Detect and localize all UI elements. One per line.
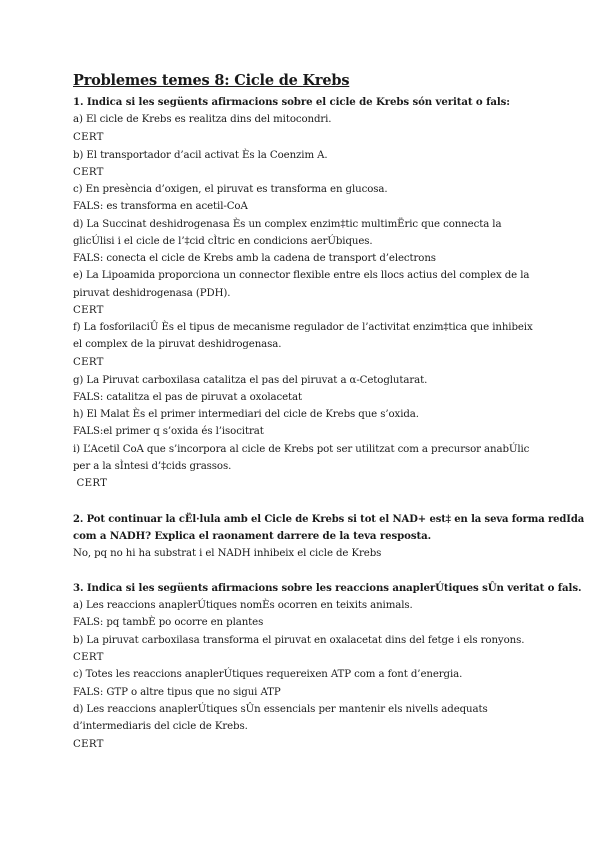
question-2-line1: 2. Pot continuar la cËl·lula amb el Cicle de Krebs si tot el NAD+ est‡ en la seva forma redIda — [73, 514, 585, 525]
answer-1c: FALS: es transforma en acetil-CoA — [73, 201, 248, 212]
statement-1e-line2: piruvat deshidrogenasa (PDH). — [73, 288, 231, 299]
answer-1e: CERT — [73, 305, 104, 316]
question-2-line2: com a NADH? Explica el raonament darrere de la teva resposta. — [73, 530, 432, 542]
answer-1i: CERT — [73, 478, 108, 489]
answer-2: No, pq no hi ha substrat i el NADH inhibeix el cicle de Krebs — [73, 548, 382, 559]
answer-1d: FALS: conecta el cicle de Krebs amb la cadena de transport d’electrons — [73, 253, 436, 264]
question-1-heading: 1. Indica si les següents afirmacions sobre el cicle de Krebs són veritat o fals: — [73, 96, 510, 108]
statement-1i-line2: per a la sÌntesi d’‡cids grassos. — [73, 461, 232, 472]
answer-3a: FALS: pq tambÈ po ocorre en plantes — [73, 617, 264, 628]
statement-1d-line2: glicÚlisi i el cicle de l’‡cid cÌtric en condicions aerÚbiques. — [73, 236, 373, 247]
answer-3d: CERT — [73, 739, 104, 750]
statement-1b: b) El transportador d’acil activat Ès la Coenzim A. — [73, 150, 328, 161]
answer-3c: FALS: GTP o altre tipus que no sigui ATP — [73, 687, 281, 698]
question-3-heading: 3. Indica si les següents afirmacions sobre les reaccions anaplerÚtiques sÛn veritat o fals. — [73, 582, 582, 594]
answer-1h: FALS:el primer q s’oxida és l’isocitrat — [73, 426, 264, 437]
statement-1h: h) El Malat Ès el primer intermediari del cicle de Krebs que s’oxida. — [73, 409, 419, 420]
answer-3b: CERT — [73, 652, 104, 663]
statement-3d-line1: d) Les reaccions anaplerÚtiques sÛn essencials per mantenir els nivells adequats — [73, 704, 488, 715]
page-title: Problemes temes 8: Cicle de Krebs — [73, 72, 350, 89]
statement-1i-line1: i) L’Acetil CoA que s’incorpora al cicle de Krebs pot ser utilitzat com a precursor anabÚlic — [73, 444, 530, 455]
statement-1f-line2: el complex de la piruvat deshidrogenasa. — [73, 339, 282, 350]
statement-3a: a) Les reaccions anaplerÚtiques nomÈs ocorren en teixits animals. — [73, 600, 413, 611]
statement-1g: g) La Piruvat carboxilasa catalitza el pas del piruvat a α-Cetoglutarat. — [73, 375, 428, 386]
statement-1c: c) En presència d’oxigen, el piruvat es transforma en glucosa. — [73, 184, 388, 195]
statement-1a: a) El cicle de Krebs es realitza dins del mitocondri. — [73, 114, 332, 125]
statement-1e-line1: e) La Lipoamida proporciona un connector flexible entre els llocs actius del complex de la — [73, 270, 530, 281]
answer-1g: FALS: catalitza el pas de piruvat a oxolacetat — [73, 392, 302, 403]
answer-1a: CERT — [73, 132, 104, 143]
statement-3c: c) Totes les reaccions anaplerÚtiques requereixen ATP com a font d’energia. — [73, 669, 463, 680]
answer-1b: CERT — [73, 167, 104, 178]
answer-1f: CERT — [73, 357, 104, 368]
statement-1d-line1: d) La Succinat deshidrogenasa Ès un complex enzim‡tic multimËric que connecta la — [73, 219, 502, 230]
statement-1f-line1: f) La fosforilaciÛ Ès el tipus de mecanisme regulador de l’activitat enzim‡tica que inhibeix — [73, 322, 533, 333]
statement-3b: b) La piruvat carboxilasa transforma el piruvat en oxalacetat dins del fetge i els ronyons. — [73, 635, 525, 646]
statement-3d-line2: d’intermediaris del cicle de Krebs. — [73, 721, 248, 732]
